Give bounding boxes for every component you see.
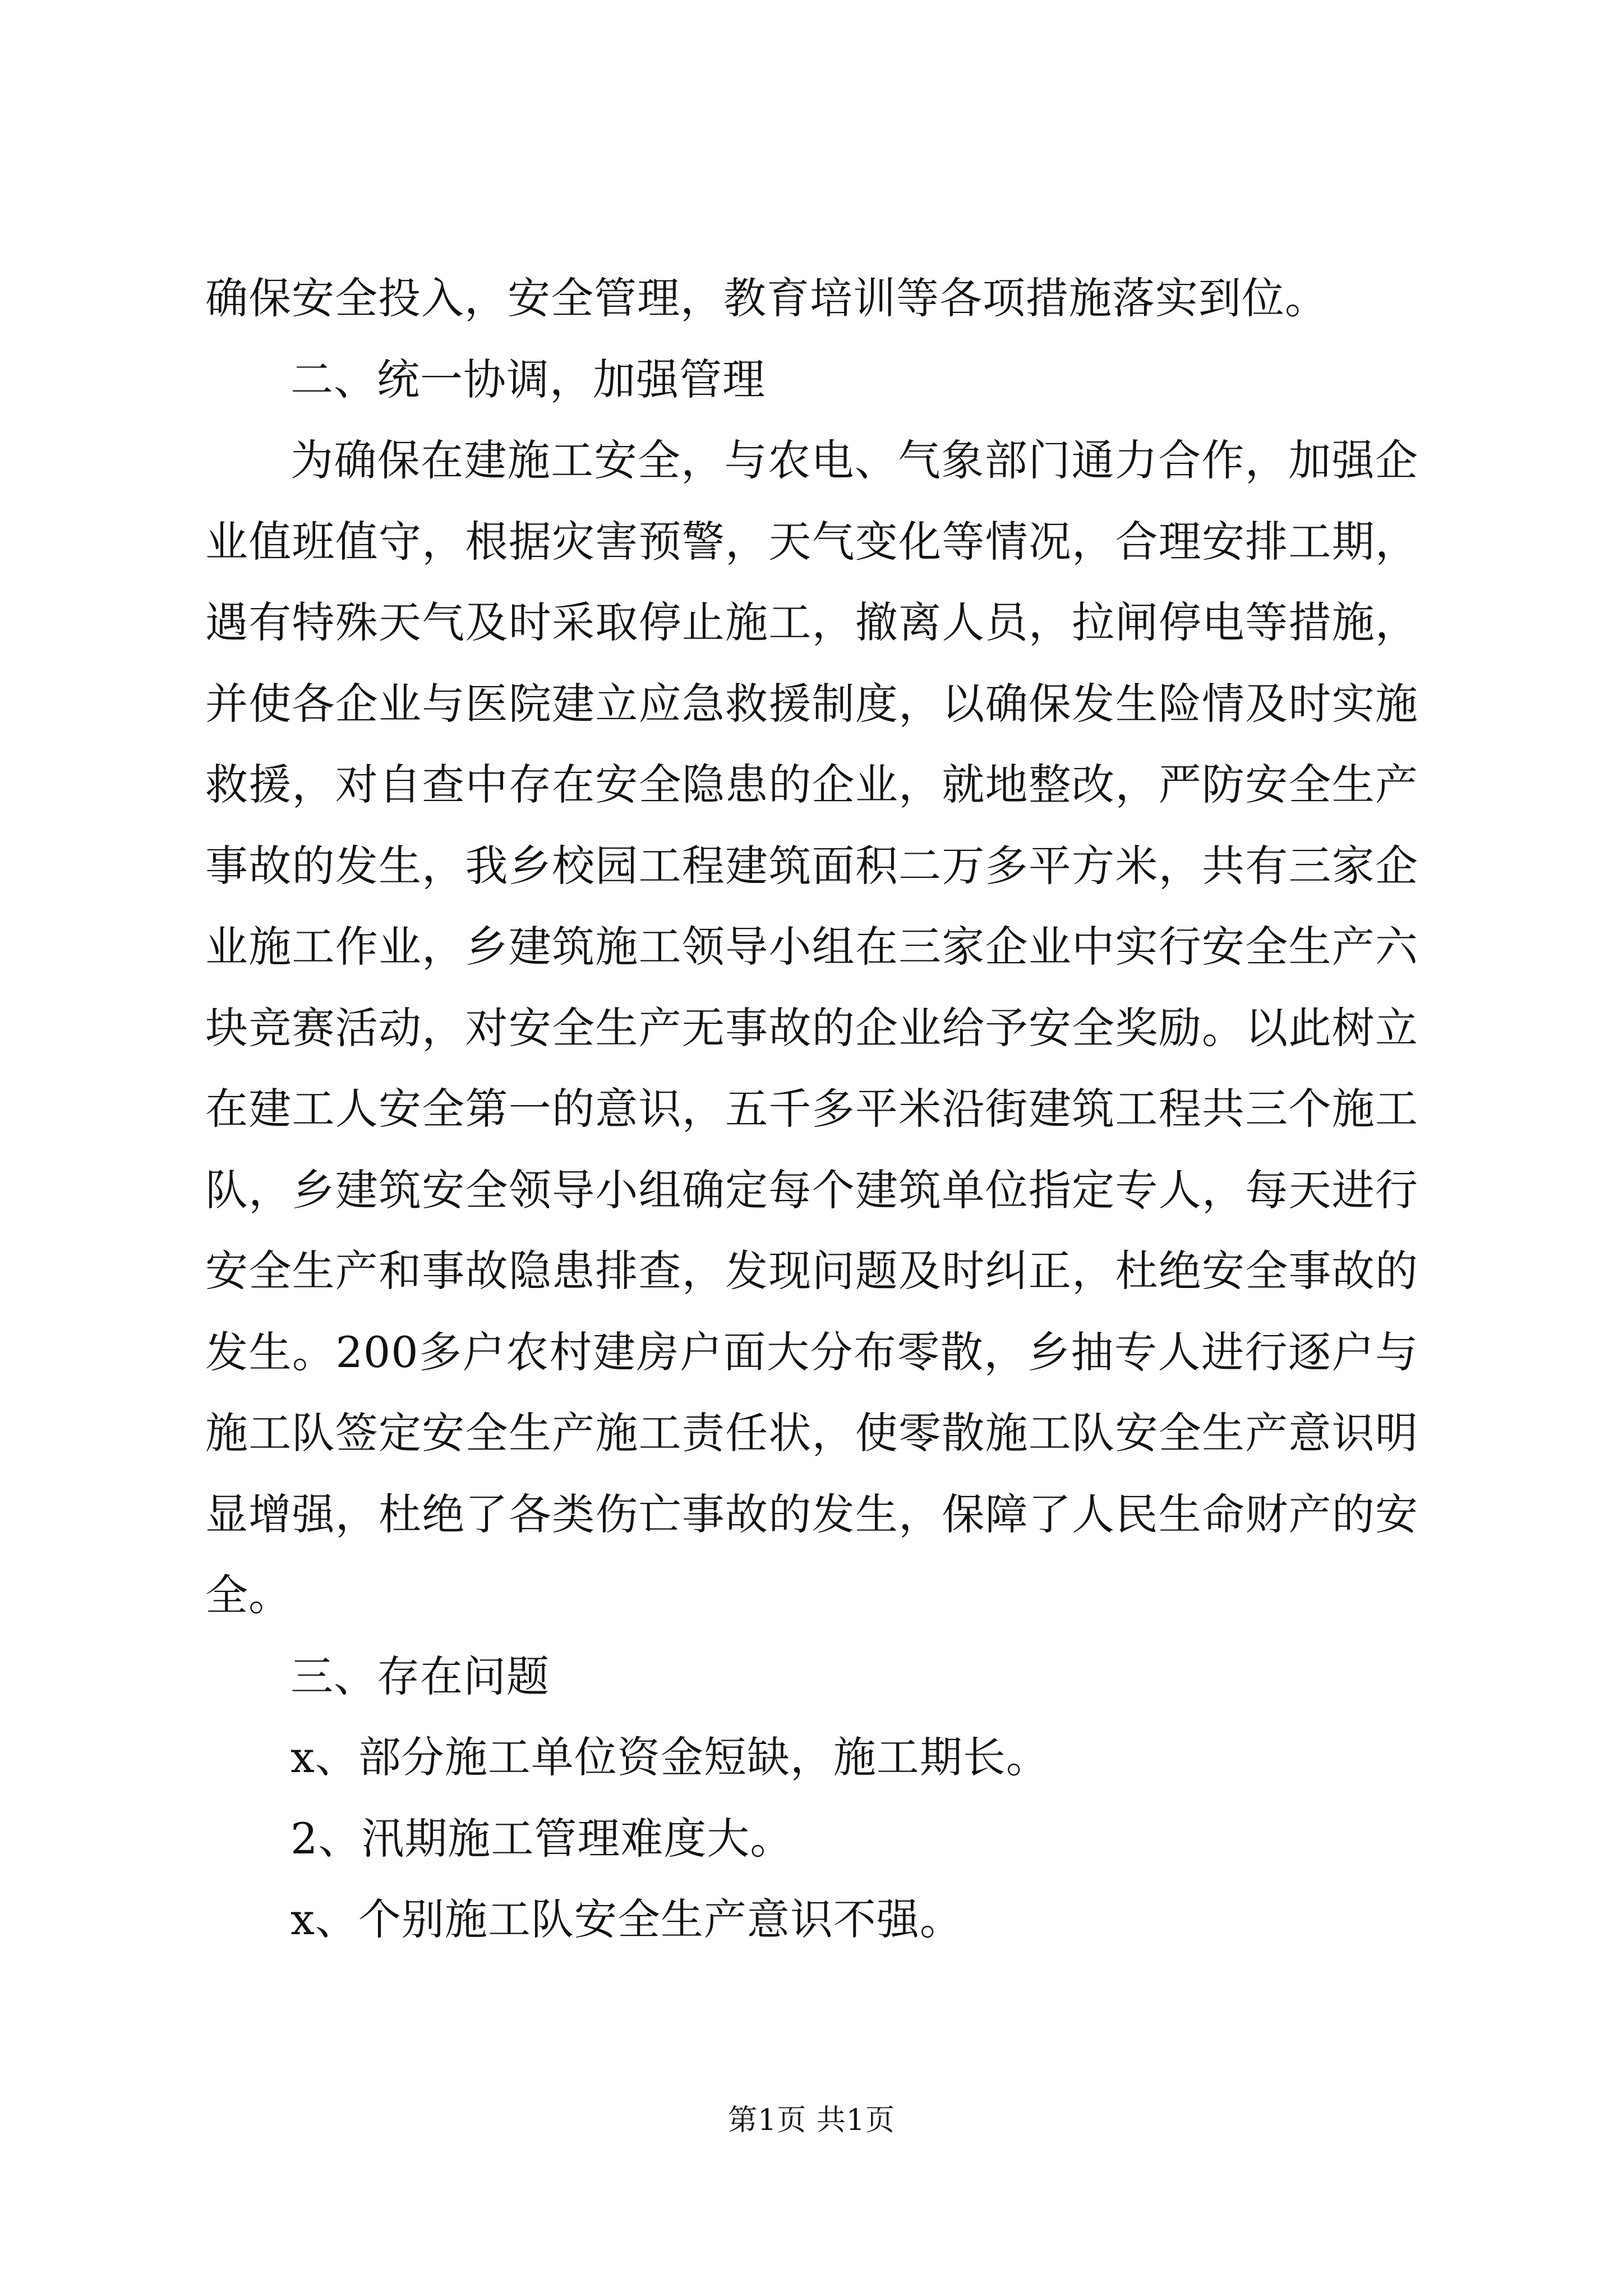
section-heading-3: 三、存在问题 (291, 1651, 550, 1701)
paragraph-continuation: 确保安全投入，安全管理，教育培训等各项措施落实到位。 (205, 273, 1328, 323)
section-heading-2: 二、统一协调，加强管理 (291, 354, 766, 404)
issue-item-3: x、个别施工队安全生产意识不强。 (291, 1894, 963, 1944)
page-footer: 第1页 共1页 (728, 2104, 895, 2137)
issue-item-2: 2、汛期施工管理难度大。 (291, 1813, 794, 1864)
issue-item-1: x、部分施工单位资金短缺，施工期长。 (291, 1732, 1049, 1782)
paragraph-coordination: 为确保在建施工安全，与农电、气象部门通力合作，加强企业值班值守，根据灾害预警，天气变化等情况，合理安排工期，遇有特殊天气及时采取停止施工，撤离人员，拉闸停电等措施，并使各企业与医院建立应急救援制度，以确保发生险情及时实施救援，对自查中存在安全隐患的企业，就地整改，严防安全生产事故的发生，我乡校园工程建筑面积二万多平方米，共有三家企业施工作业，乡建筑施工领导小组在三家企业中实行安全生产六块竞赛活动，对安全生产无事故的企业给予安全奖励。以此树立在建工人安全第一的意识，五千多平米沿街建筑工程共三个施工队，乡建筑安全领导小组确定每个建筑单位指定专人，每天进行安全生产和事故隐患排查，发现问题及时纠正，杜绝安全事故的发生。200多户农村建房户面大分布零散，乡抽专人进行逐户与施工队签定安全生产施工责任状，使零散施工队安全生产意识明显增强，杜绝了各类伤亡事故的发生，保障了人民生命财产的安全。 (205, 435, 1418, 1620)
document-body (205, 258, 1418, 1961)
